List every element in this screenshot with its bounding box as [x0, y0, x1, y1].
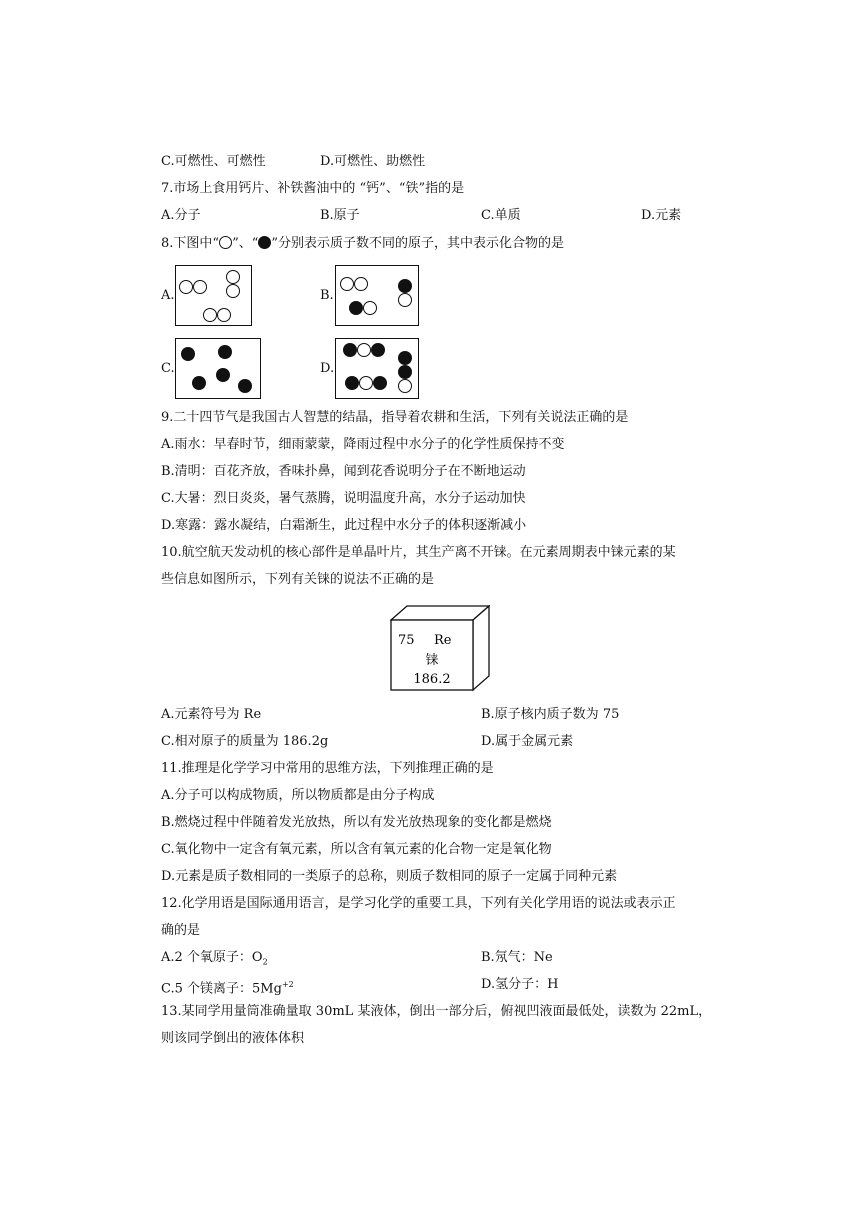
q7-option-b: B.原子 [320, 208, 360, 223]
white-atom-icon [203, 308, 217, 322]
white-atom-icon [354, 277, 368, 291]
q10-stem-line1: 10.航空航天发动机的核心部件是单晶叶片，其生产离不开铼。在元素周期表中铼元素的某 [161, 545, 676, 560]
q8-box-a [175, 265, 252, 326]
q8-label-d: D. [320, 361, 335, 376]
q11-option-d: D.元素是质子数相同的一类原子的总称，则质子数相同的原子一定属于同种元素 [161, 869, 618, 884]
black-atom-icon [343, 343, 357, 357]
white-atom-icon [363, 301, 377, 315]
element-tile-top-face [391, 606, 489, 620]
q9-option-c: C.大暑：烈日炎炎，暑气蒸腾，说明温度升高，水分子运动加快 [161, 491, 526, 506]
q12-stem-line1: 12.化学用语是国际通用语言，是学习化学的重要工具，下列有关化学用语的说法或表示正 [161, 896, 676, 911]
q10-stem-line2: 些信息如图所示，下列有关铼的说法不正确的是 [161, 572, 435, 587]
q8-box-c [175, 338, 261, 399]
black-atom-icon [349, 301, 363, 315]
black-atom-icon [373, 376, 387, 390]
q10-option-b: B.原子核内质子数为 75 [481, 707, 620, 722]
black-atom-icon [398, 279, 412, 293]
q7-stem: 7.市场上食用钙片、补铁酱油中的 “钙”、“铁”指的是 [161, 181, 465, 196]
q13-stem-line2: 则该同学倒出的液体体积 [161, 1031, 305, 1046]
black-atom-icon [192, 376, 206, 390]
q12-option-d: D.氢分子：H [481, 977, 559, 992]
q8-label-c: C. [161, 361, 175, 376]
white-atom-icon [219, 236, 232, 249]
white-atom-icon [226, 270, 240, 284]
q10-option-a: A.元素符号为 Re [161, 707, 262, 722]
q8-label-a: A. [161, 288, 175, 303]
element-tile-rhenium [390, 605, 490, 695]
q7-option-d: D.元素 [641, 208, 682, 223]
black-atom-icon [398, 351, 412, 365]
q7-option-a: A.分子 [161, 208, 201, 223]
q8-stem: 8.下图中“ ”、“ ”分别表示质子数不同的原子，其中表示化合物的是 [161, 236, 565, 251]
atomic-mass: 186.2 [413, 672, 451, 687]
element-symbol: Re [434, 633, 452, 648]
atomic-number: 75 [398, 633, 415, 648]
black-atom-icon [371, 343, 385, 357]
q9-stem: 9.二十四节气是我国古人智慧的结晶，指导着农耕和生活，下列有关说法正确的是 [161, 410, 629, 425]
white-atom-icon [340, 277, 354, 291]
white-atom-icon [398, 379, 412, 393]
q11-option-a: A.分子可以构成物质，所以物质都是由分子构成 [161, 788, 435, 803]
black-atom-icon [216, 368, 230, 382]
q8-box-b [335, 265, 419, 326]
q12-stem-line2: 确的是 [161, 923, 201, 938]
q12-option-a: A.2 个氧原子：$O_2$ [161, 950, 268, 967]
q11-stem: 11.推理是化学学习中常用的思维方法，下列推理正确的是 [161, 761, 494, 776]
q6-option-c: C.可燃性、可燃性 [161, 154, 266, 169]
q8-box-d [335, 338, 419, 399]
black-atom-icon [181, 347, 195, 361]
q10-option-c: C.相对原子的质量为 186.2g [161, 734, 329, 749]
q11-option-c: C.氧化物中一定含有氧元素，所以含有氧元素的化合物一定是氧化物 [161, 842, 552, 857]
q12-option-b: B.氖气：Ne [481, 950, 553, 965]
white-atom-icon [193, 280, 207, 294]
q9-option-d: D.寒露：露水凝结，白霜渐生，此过程中水分子的体积逐渐减小 [161, 518, 527, 533]
black-atom-icon [258, 236, 271, 249]
white-atom-icon [398, 293, 412, 307]
black-atom-icon [398, 365, 412, 379]
black-atom-icon [218, 345, 232, 359]
white-atom-icon [217, 308, 231, 322]
white-atom-icon [226, 284, 240, 298]
element-name: 铼 [425, 653, 439, 668]
black-atom-icon [345, 376, 359, 390]
q8-label-b: B. [320, 288, 334, 303]
q9-option-b: B.清明：百花齐放，香味扑鼻，闻到花香说明分子在不断地运动 [161, 464, 526, 479]
white-atom-icon [359, 376, 373, 390]
q13-stem-line1: 13.某同学用量筒准确量取 30mL 某液体，倒出一部分后，俯视凹液面最低处，读数为 22mL， [161, 1004, 712, 1019]
q6-option-d: D.可燃性、助燃性 [320, 154, 426, 169]
q10-option-d: D.属于金属元素 [481, 734, 574, 749]
element-tile-side-face [473, 606, 489, 690]
q12-option-c: C.5 个镁离子：$5Mg^{+2}$ [161, 980, 294, 997]
white-atom-icon [179, 280, 193, 294]
black-atom-icon [238, 379, 252, 393]
q9-option-a: A.雨水：早春时节，细雨蒙蒙，降雨过程中水分子的化学性质保持不变 [161, 437, 565, 452]
q11-option-b: B.燃烧过程中伴随着发光放热，所以有发光放热现象的变化都是燃烧 [161, 815, 552, 830]
white-atom-icon [357, 343, 371, 357]
q7-option-c: C.单质 [481, 208, 521, 223]
